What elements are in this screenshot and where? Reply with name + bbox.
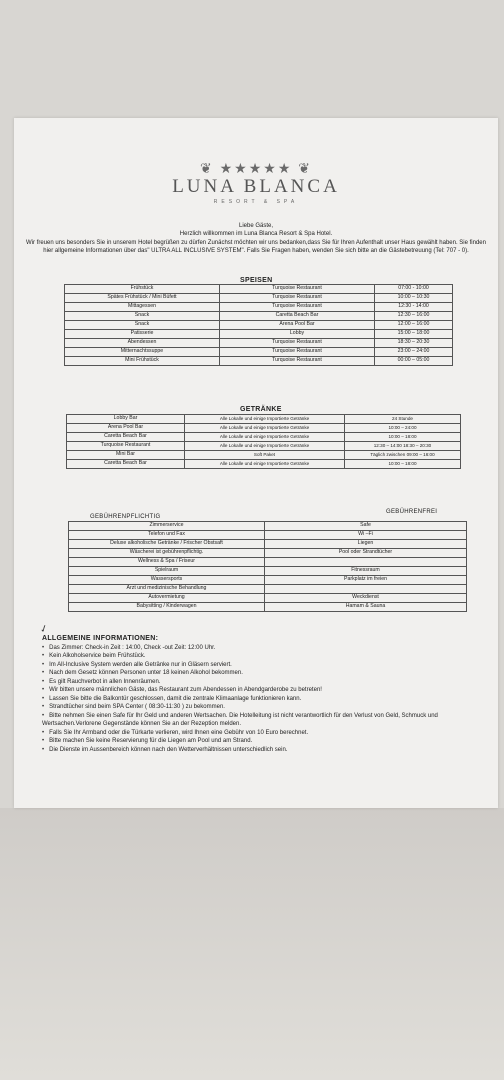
bar-time: 10:00 – 18:00 (345, 433, 461, 442)
meal-location: Turquoise Restaurant (220, 285, 375, 294)
bar-name: Caretta Beach Bar (67, 460, 185, 469)
document-sheet (14, 118, 498, 808)
bar-name: Caretta Beach Bar (67, 433, 185, 442)
info-item: • Lassen Sie bitte die Balkontür geschlossen, damit die zentrale Klimaanlage funktionieren kann. (42, 695, 492, 704)
speisen-row (65, 294, 453, 303)
fees-row (69, 531, 467, 540)
speisen-row (65, 312, 453, 321)
meal-time: 15:00 – 18:00 (375, 330, 453, 339)
paid-title: GEBÜHRENPFLICHTIG (90, 514, 161, 520)
free-service (265, 585, 467, 594)
meal-name: Mitternachtssuppe (65, 348, 220, 357)
free-service: Liegen (265, 540, 467, 549)
free-service: Weckdienst (265, 594, 467, 603)
meal-name: Mittagessen (65, 303, 220, 312)
meal-location: Turquoise Restaurant (220, 339, 375, 348)
info-item: • Kein Alkoholservice beim Frühstück. (42, 652, 492, 661)
meal-name: Patisserie (65, 330, 220, 339)
free-service: Hamam & Sauna (265, 603, 467, 612)
drink-description: Alle Lokalle und einige Importierte Getränke (185, 415, 345, 424)
info-item: • Nach dem Gesetz können Personen unter 18 keinen Alkohol bekommen. (42, 669, 492, 678)
fees-row (69, 603, 467, 612)
meal-name: Frühstück (65, 285, 220, 294)
info-item: • Bitte nehmen Sie einen Safe für Ihr Geld und anderen Wertsachen. Die Hotelleitung ist nicht verantwortlich für den Verlust von Geld, Schmuck und Wertsachen.Verlorene Gegenstände können Sie an der Rezeption melden. (42, 712, 492, 729)
info-list (42, 644, 492, 755)
speisen-table (64, 284, 453, 366)
paid-service: Spielraum (69, 567, 265, 576)
greeting: Liebe Gäste, (238, 223, 274, 229)
meal-location: Caretta Beach Bar (220, 312, 375, 321)
bar-time: 10:00 – 24:00 (345, 424, 461, 433)
pen-mark-icon: ✓ (38, 622, 51, 637)
free-service: Pool oder Strandtücher (265, 549, 467, 558)
drink-description: Alle Lokalle und einige Importierte Getränke (185, 460, 345, 469)
bar-time: Täglich zwischen 09:00 – 16:00 (345, 451, 461, 460)
logo-name: LUNA BLANCA (172, 176, 340, 197)
paid-service: Wassersports (69, 576, 265, 585)
free-service: Safe (265, 522, 467, 531)
info-item: • Es gilt Rauchverbot in allen Innenräumen. (42, 678, 492, 687)
logo-subtitle: RESORT & SPA (213, 199, 299, 205)
paid-service: Wellness & Spa / Friseur (69, 558, 265, 567)
free-service: Parkplatz im freien (265, 576, 467, 585)
getraenke-row (67, 460, 461, 469)
bar-name: Lobby Bar (67, 415, 185, 424)
hotel-logo (14, 160, 498, 205)
fees-table (68, 521, 467, 612)
fees-row (69, 594, 467, 603)
info-title: ALLGEMEINE INFORMATIONEN: (42, 635, 159, 642)
intro-text: Wir freuen uns besonders Sie in unserem Hotel begrüßen zu dürfen Zunächst möchten wir uns bedanken,dass Sie für Ihren Aufenthalt unser Haus gewählt haben. Sie finden hier allgemeine Informationen über das" ULTRA ALL INCLUSIVE SYSTEM". Falls Sie Fragen haben, wenden Sie sich bitte an die Gästebetreuung (Tel: 707 - 0). (26, 239, 486, 255)
info-item: • Wir bitten unsere männlichen Gäste, das Restaurant zum Abendessen in Abendgarderobe zu betreten! (42, 686, 492, 695)
paid-service: Deluxe alkoholische Getränke / Frischer Obstsaft (69, 540, 265, 549)
free-service: Fitnessraum (265, 567, 467, 576)
background-surface (0, 808, 504, 1080)
meal-location: Arena Pool Bar (220, 321, 375, 330)
bar-time: 24 Stunde (345, 415, 461, 424)
bar-name: Turquoise Restaurant (67, 442, 185, 451)
meal-time: 12:30 - 14:00 (375, 303, 453, 312)
info-item: • Strandtücher sind beim SPA Center ( 08:30-11:30 ) zu bekommen. (42, 703, 492, 712)
fees-row (69, 540, 467, 549)
speisen-row (65, 285, 453, 294)
speisen-row (65, 348, 453, 357)
meal-name: Mini Frühstück (65, 357, 220, 366)
speisen-row (65, 357, 453, 366)
getraenke-row (67, 451, 461, 460)
info-item: • Falls Sie Ihr Armband oder die Türkarte verlieren, wird Ihnen eine Gebühr von 10 Euro berechnet. (42, 729, 492, 738)
paid-service: Autovermietung (69, 594, 265, 603)
drink-description: Alle Lokalle und einige Importierte Getränke (185, 433, 345, 442)
fees-row (69, 567, 467, 576)
general-info (42, 635, 492, 754)
meal-time: 00:00 – 05:00 (375, 357, 453, 366)
meal-time: 12:30 – 16:00 (375, 312, 453, 321)
welcome-line: Herzlich willkommen im Luna Blanca Resort & Spa Hotel. (179, 231, 333, 238)
intro-block (24, 222, 488, 256)
bar-time: 10:00 – 18:00 (345, 460, 461, 469)
meal-name: Spätes Frühstück / Mini Büfett (65, 294, 220, 303)
speisen-row (65, 339, 453, 348)
getraenke-table (66, 414, 461, 469)
meal-time: 18:30 – 20:30 (375, 339, 453, 348)
info-item: • Im All-Inclusive System werden alle Getränke nur in Gläsern serviert. (42, 661, 492, 670)
fees-row (69, 576, 467, 585)
bar-name: Arena Pool Bar (67, 424, 185, 433)
meal-location: Lobby (220, 330, 375, 339)
paid-service: Babysitting / Kinderwagen (69, 603, 265, 612)
speisen-title: SPEISEN (240, 277, 273, 284)
free-service: Wi –Fi (265, 531, 467, 540)
meal-location: Turquoise Restaurant (220, 294, 375, 303)
getraenke-title: GETRÄNKE (240, 406, 282, 413)
fees-row (69, 549, 467, 558)
meal-location: Turquoise Restaurant (220, 348, 375, 357)
getraenke-row (67, 442, 461, 451)
paid-service: Wäscherei ist gebührenpflichtig. (69, 549, 265, 558)
meal-time: 23:00 – 24:00 (375, 348, 453, 357)
info-item: • Die Dienste im Aussenbereich können nach den Wetterverhältnissen unterschiedlich sein. (42, 746, 492, 755)
speisen-row (65, 330, 453, 339)
meal-name: Abendessen (65, 339, 220, 348)
getraenke-row (67, 433, 461, 442)
getraenke-row (67, 424, 461, 433)
paid-service: Arzt und medizinische Behandlung (69, 585, 265, 594)
drink-description: Alle Lokalle und einige Importierte Getränke (185, 424, 345, 433)
paid-service: Zimmerservice (69, 522, 265, 531)
logo-ornament-icon: ❦ ★★★★★ ❦ (200, 160, 312, 176)
drink-description: Alle Lokalle und einige Importierte Getränke (185, 442, 345, 451)
meal-time: 10:00 – 10:30 (375, 294, 453, 303)
speisen-row (65, 303, 453, 312)
info-item: • Bitte machen Sie keine Reservierung für die Liegen am Pool und am Strand. (42, 737, 492, 746)
free-title: GEBÜHRENFREI (386, 509, 438, 515)
paid-service: Telefon und Fax (69, 531, 265, 540)
meal-name: Snack (65, 312, 220, 321)
bar-time: 12:30 – 14:00 18:30 – 20:30 (345, 442, 461, 451)
drink-description: Soft Paket (185, 451, 345, 460)
bar-name: Mini Bar (67, 451, 185, 460)
getraenke-row (67, 415, 461, 424)
meal-location: Turquoise Restaurant (220, 357, 375, 366)
info-item: • Das Zimmer: Check-in Zeit : 14:00, Check -out Zeit: 12:00 Uhr. (42, 644, 492, 653)
meal-location: Turquoise Restaurant (220, 303, 375, 312)
fees-row (69, 522, 467, 531)
meal-time: 07:00 - 10:00 (375, 285, 453, 294)
fees-row (69, 558, 467, 567)
free-service (265, 558, 467, 567)
fees-row (69, 585, 467, 594)
speisen-row (65, 321, 453, 330)
meal-name: Snack (65, 321, 220, 330)
meal-time: 12:00 – 16:00 (375, 321, 453, 330)
